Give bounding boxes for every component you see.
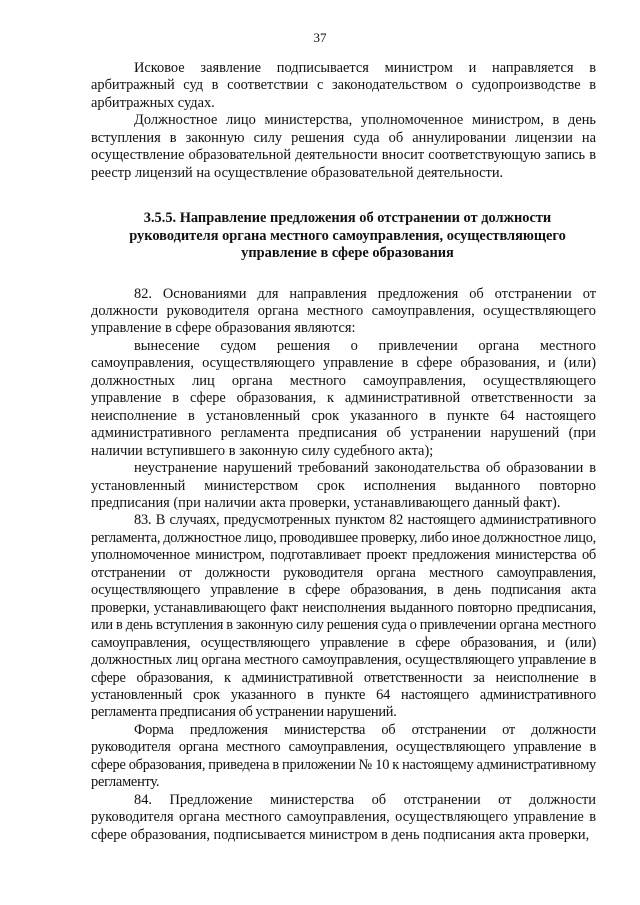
paragraph-lawsuit-signing: Исковое заявление подписывается министром и направляется в арбитражный суд в соответствии с законодательством о судопроизводстве в арбитражных судах. <box>91 60 596 111</box>
paragraph-83: 83. В случаях, предусмотренных пунктом 82 настоящего административного регламента, должностное лицо, проводившее проверку, либо иное должностное лицо, уполномоченное министром, подготавливает проект предложения министерства об отстранении от должности руководителя органа местного самоуправления, осуществляющего управление в сфере образования, в день подписания акта проверки, устанавливающего факт неисполнения выданного повторно предписания, или в день вступления в законную силу решения суда о привлечении органа местного самоуправления, осуществляющего управление в сфере образования, и (или) должностных лиц органа местного самоуправления, осуществляющего управление в сфере образования, к административной ответственности за неисполнение в установленный срок указанного в пункте 64 настоящего административного регламента предписания об устранении нарушений. <box>91 512 596 721</box>
paragraph-84: 84. Предложение министерства об отстранении от должности руководителя органа местного самоуправления, осуществляющего управление в сфере образования, подписывается министром в день подписания акта проверки, <box>91 791 596 843</box>
paragraph-non-elimination: неустранение нарушений требований законодательства об образовании в установленный министерством срок исполнения выданного повторно предписания (при наличии акта проверки, устанавливающего данный факт). <box>91 460 596 511</box>
document-body <box>91 60 596 844</box>
paragraph-court-decision: вынесение судом решения о привлечении органа местного самоуправления, осуществляющего управление в сфере образования, и (или) должностных лиц органа местного самоуправления, осуществляющего управление в сфере образования, к административной ответственности за неисполнение в установленный срок указанного в пункте 64 настоящего административного регламента предписания об устранении нарушений (при наличии вступившего в законную силу судебного акта); <box>91 337 596 459</box>
paragraph-82: 82. Основаниями для направления предложения об отстранении от должности руководителя органа местного самоуправления, осуществляющего управление в сфере образования являются: <box>91 285 596 337</box>
section-heading: 3.5.5. Направление предложения об отстранении от должности руководителя органа местного самоуправления, осуществляющего управление в сфере образования <box>129 210 566 262</box>
page-number: 37 <box>313 30 327 45</box>
paragraph-form-reference: Форма предложения министерства об отстранении от должности руководителя органа местного самоуправления, осуществляющего управление в сфере образования, приведена в приложении № 10 к настоящему административному регламенту. <box>91 721 596 791</box>
paragraph-license-registry: Должностное лицо министерства, уполномоченное министром, в день вступления в законную силу решения суда об аннулировании лицензии на осуществление образовательной деятельности вносит соответствующую запись в реестр лицензий на осуществление образовательной деятельности. <box>91 112 596 181</box>
